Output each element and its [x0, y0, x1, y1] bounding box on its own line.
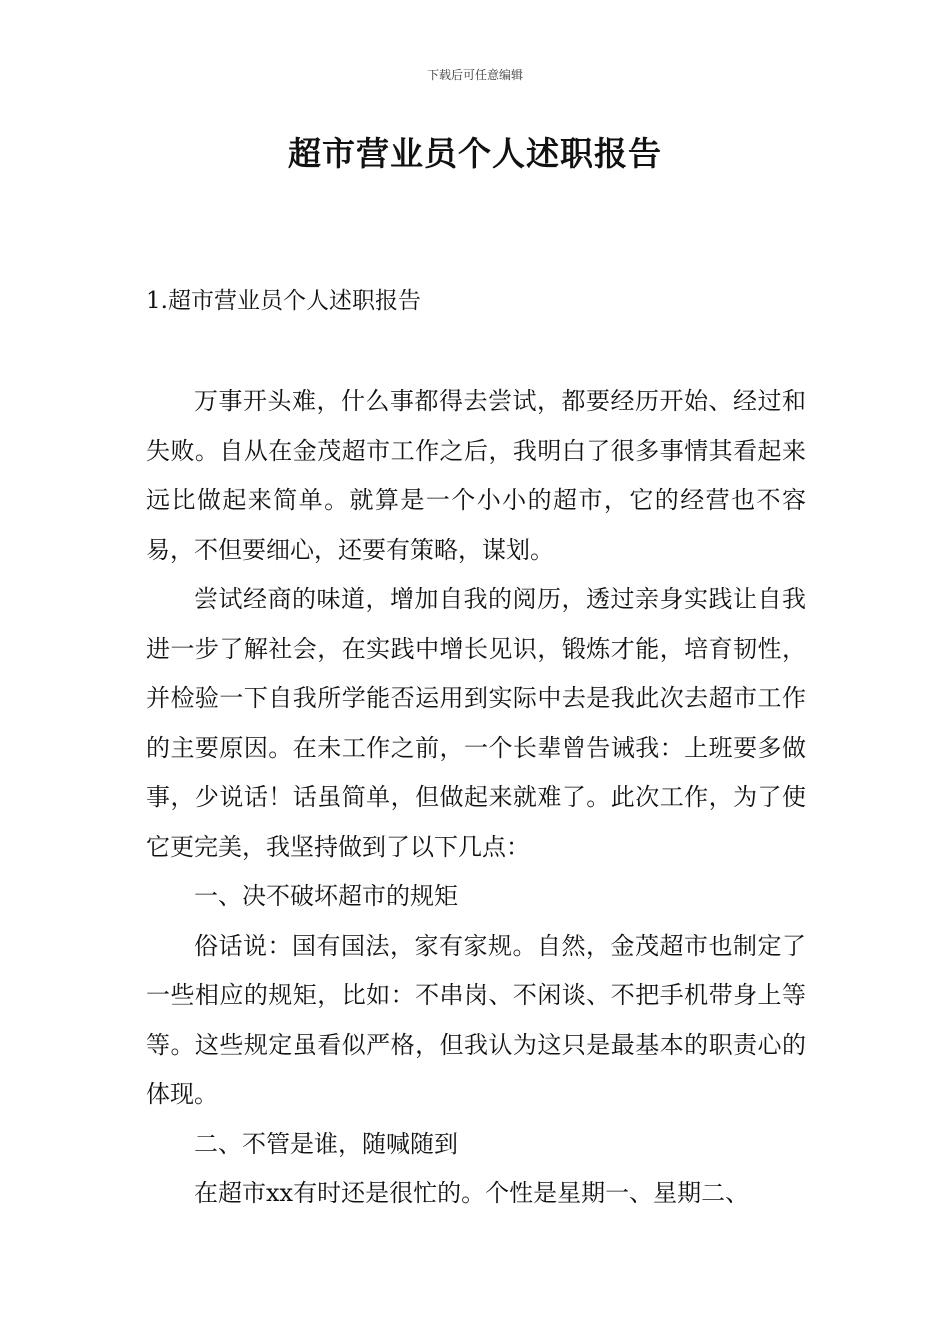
paragraph-rules: 俗话说：国有国法，家有家规。自然，金茂超市也制定了一些相应的规矩，比如：不串岗、不闲谈、不把手机带身上等等。这些规定虽看似严格，但我认为这只是最基本的职责心的体现。	[146, 931, 806, 1108]
paragraph-reason: 尝试经商的味道，增加自我的阅历，透过亲身实践让自我进一步了解社会，在实践中增长见识，锻炼才能，培育韧性，并检验一下自我所学能否运用到实际中去是我此次去超市工作的主要原因。在未工作之前，一个长辈曾告诫我：上班要多做事，少说话！话虽简单，但做起来就难了。此次工作，为了使它更完美，我坚持做到了以下几点：	[146, 585, 806, 861]
paragraph-intro: 万事开头难，什么事都得去尝试，都要经历开始、经过和失败。自从在金茂超市工作之后，我明白了很多事情其看起来远比做起来简单。就算是一个小小的超市，它的经营也不容易，不但要细心，还要有策略，谋划。	[146, 387, 806, 564]
subheading-rules: 一、决不破坏超市的规矩	[194, 882, 458, 910]
section-heading: 1.超市营业员个人述职报告	[146, 288, 421, 314]
header-note: 下载后可任意编辑	[426, 68, 523, 82]
paragraph-availability: 在超市xx有时还是很忙的。个性是星期一、星期二、	[194, 1179, 750, 1207]
document-title: 超市营业员个人述职报告	[288, 134, 662, 173]
subheading-availability: 二、不管是谁，随喊随到	[194, 1129, 458, 1158]
body-text	[146, 377, 806, 1219]
